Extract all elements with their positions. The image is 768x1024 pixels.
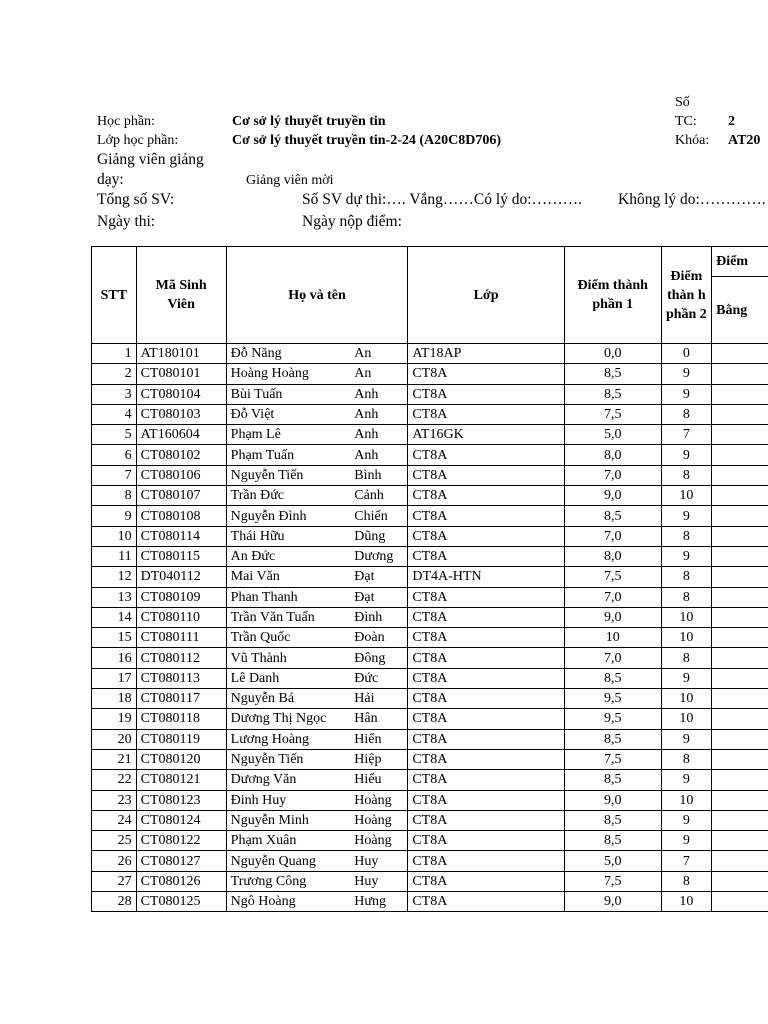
- cell-diem-thanh-phan-1: 9,0: [564, 486, 661, 506]
- cell-ma-sinh-vien: CT080118: [136, 709, 226, 729]
- so-tc-value: 2: [728, 114, 735, 129]
- cell-lop: CT8A: [408, 404, 565, 424]
- cell-diem-thanh-phan-1: 8,5: [564, 668, 661, 688]
- table-row: [92, 770, 768, 790]
- table-row: [92, 892, 768, 912]
- cell-lop: AT18AP: [408, 344, 565, 364]
- cell-ho-dem: Nguyễn Tiến: [226, 749, 350, 769]
- cell-ten: Đạt: [350, 567, 408, 587]
- cell-ma-sinh-vien: CT080102: [136, 445, 226, 465]
- cell-ma-sinh-vien: AT160604: [136, 425, 226, 445]
- cell-lop: CT8A: [408, 770, 565, 790]
- cell-bang: [712, 465, 768, 485]
- cell-ho-dem: Đỗ Việt: [226, 404, 350, 424]
- cell-ma-sinh-vien: CT080112: [136, 648, 226, 668]
- cell-stt: 19: [92, 709, 137, 729]
- cell-ten: Hân: [350, 709, 408, 729]
- cell-ho-dem: Trương Công: [226, 871, 350, 891]
- cell-stt: 13: [92, 587, 137, 607]
- cell-stt: 10: [92, 526, 137, 546]
- giang-vien-value: Giảng viên mời: [246, 173, 334, 188]
- header-bang: Bằng: [712, 277, 768, 344]
- table-row: [92, 526, 768, 546]
- tong-so-sv-label: Tổng số SV:: [97, 191, 175, 208]
- cell-stt: 26: [92, 851, 137, 871]
- cell-bang: [712, 871, 768, 891]
- table-row: [92, 871, 768, 891]
- so-tc-label-1: Số: [675, 95, 690, 110]
- cell-ho-dem: Phạm Tuấn: [226, 445, 350, 465]
- cell-ma-sinh-vien: CT080120: [136, 749, 226, 769]
- cell-ten: Hoàng: [350, 790, 408, 810]
- cell-diem-thanh-phan-1: 7,0: [564, 587, 661, 607]
- table-row: [92, 749, 768, 769]
- cell-lop: CT8A: [408, 871, 565, 891]
- cell-ho-dem: Thái Hữu: [226, 526, 350, 546]
- table-row: [92, 587, 768, 607]
- cell-diem-thanh-phan-1: 8,5: [564, 364, 661, 384]
- khong-ly-do: Không lý do:………….: [618, 191, 766, 208]
- cell-bang: [712, 749, 768, 769]
- cell-bang: [712, 344, 768, 364]
- cell-bang: [712, 587, 768, 607]
- so-tc-label-2: TC:: [675, 114, 697, 129]
- cell-ma-sinh-vien: CT080119: [136, 729, 226, 749]
- table-row: [92, 567, 768, 587]
- hoc-phan-label: Học phần:: [97, 114, 155, 129]
- cell-bang: [712, 607, 768, 627]
- cell-stt: 18: [92, 689, 137, 709]
- cell-ho-dem: Lương Hoàng: [226, 729, 350, 749]
- cell-diem-thanh-phan-2: 10: [661, 689, 712, 709]
- cell-diem-thanh-phan-2: 8: [661, 404, 712, 424]
- cell-stt: 17: [92, 668, 137, 688]
- cell-ten: Cảnh: [350, 486, 408, 506]
- cell-lop: CT8A: [408, 709, 565, 729]
- table-row: [92, 445, 768, 465]
- cell-stt: 28: [92, 892, 137, 912]
- cell-ho-dem: Hoàng Hoàng: [226, 364, 350, 384]
- cell-ma-sinh-vien: CT080125: [136, 892, 226, 912]
- cell-lop: CT8A: [408, 364, 565, 384]
- cell-ho-dem: Phạm Lê: [226, 425, 350, 445]
- cell-bang: [712, 892, 768, 912]
- cell-stt: 11: [92, 546, 137, 566]
- cell-ho-dem: Trần Văn Tuấn: [226, 607, 350, 627]
- cell-diem-thanh-phan-1: 8,5: [564, 831, 661, 851]
- cell-diem-thanh-phan-1: 8,5: [564, 810, 661, 830]
- cell-lop: CT8A: [408, 526, 565, 546]
- cell-diem-thanh-phan-1: 7,5: [564, 404, 661, 424]
- cell-ten: Huy: [350, 851, 408, 871]
- cell-lop: CT8A: [408, 506, 565, 526]
- table-row: [92, 607, 768, 627]
- cell-diem-thanh-phan-1: 9,5: [564, 689, 661, 709]
- table-row: [92, 790, 768, 810]
- cell-stt: 9: [92, 506, 137, 526]
- cell-lop: CT8A: [408, 607, 565, 627]
- so-sv-du-thi: Số SV dự thi:…. Vắng……Có lý do:……….: [302, 191, 582, 208]
- cell-ten: Anh: [350, 445, 408, 465]
- cell-lop: CT8A: [408, 648, 565, 668]
- cell-ho-dem: Nguyễn Bá: [226, 689, 350, 709]
- cell-ho-dem: Đinh Huy: [226, 790, 350, 810]
- cell-ma-sinh-vien: CT080117: [136, 689, 226, 709]
- header-stt: STT: [92, 247, 137, 344]
- cell-bang: [712, 567, 768, 587]
- header-ma-sinh-vien: Mã Sinh Viên: [136, 247, 226, 344]
- cell-diem-thanh-phan-1: 7,0: [564, 648, 661, 668]
- cell-ten: Dương: [350, 546, 408, 566]
- cell-diem-thanh-phan-2: 10: [661, 892, 712, 912]
- cell-stt: 20: [92, 729, 137, 749]
- cell-ma-sinh-vien: DT040112: [136, 567, 226, 587]
- cell-bang: [712, 384, 768, 404]
- cell-ma-sinh-vien: CT080101: [136, 364, 226, 384]
- cell-ma-sinh-vien: CT080104: [136, 384, 226, 404]
- table-row: [92, 831, 768, 851]
- header-diem-thanh-phan-2: Điểm thàn h phần 2: [661, 247, 712, 344]
- cell-ma-sinh-vien: CT080111: [136, 628, 226, 648]
- grade-table: [91, 246, 768, 912]
- cell-lop: CT8A: [408, 628, 565, 648]
- cell-bang: [712, 506, 768, 526]
- cell-diem-thanh-phan-1: 8,0: [564, 445, 661, 465]
- cell-ho-dem: Đỗ Năng: [226, 344, 350, 364]
- cell-diem-thanh-phan-2: 8: [661, 587, 712, 607]
- cell-ma-sinh-vien: CT080124: [136, 810, 226, 830]
- cell-bang: [712, 648, 768, 668]
- cell-ho-dem: Bùi Tuấn: [226, 384, 350, 404]
- lop-hoc-phan-value: Cơ sở lý thuyết truyền tin-2-24 (A20C8D706): [232, 133, 502, 148]
- cell-diem-thanh-phan-1: 8,5: [564, 384, 661, 404]
- cell-ho-dem: Dương Thị Ngọc: [226, 709, 350, 729]
- cell-ten: Đức: [350, 668, 408, 688]
- cell-ma-sinh-vien: CT080103: [136, 404, 226, 424]
- cell-stt: 3: [92, 384, 137, 404]
- table-row: [92, 506, 768, 526]
- cell-diem-thanh-phan-2: 9: [661, 770, 712, 790]
- cell-diem-thanh-phan-2: 7: [661, 851, 712, 871]
- cell-stt: 21: [92, 749, 137, 769]
- cell-diem-thanh-phan-2: 9: [661, 810, 712, 830]
- cell-diem-thanh-phan-1: 7,5: [564, 749, 661, 769]
- table-row: [92, 689, 768, 709]
- cell-lop: CT8A: [408, 587, 565, 607]
- cell-ten: Bình: [350, 465, 408, 485]
- cell-stt: 1: [92, 344, 137, 364]
- giang-vien-label-1: Giảng viên giảng: [97, 151, 204, 168]
- cell-diem-thanh-phan-2: 9: [661, 364, 712, 384]
- cell-ma-sinh-vien: CT080123: [136, 790, 226, 810]
- cell-stt: 2: [92, 364, 137, 384]
- cell-diem-thanh-phan-2: 9: [661, 445, 712, 465]
- header-diem-thanh-phan-1: Điểm thành phần 1: [564, 247, 661, 344]
- lop-hoc-phan-label: Lớp học phần:: [97, 133, 179, 148]
- ngay-nop-diem-label: Ngày nộp điểm:: [302, 213, 402, 230]
- cell-bang: [712, 364, 768, 384]
- table-row: [92, 546, 768, 566]
- cell-diem-thanh-phan-1: 5,0: [564, 425, 661, 445]
- cell-diem-thanh-phan-2: 10: [661, 790, 712, 810]
- cell-diem-thanh-phan-1: 8,0: [564, 546, 661, 566]
- header-lop: Lớp: [408, 247, 565, 344]
- cell-stt: 22: [92, 770, 137, 790]
- table-row: [92, 668, 768, 688]
- cell-ho-dem: Nguyễn Minh: [226, 810, 350, 830]
- cell-ten: Chiến: [350, 506, 408, 526]
- cell-stt: 5: [92, 425, 137, 445]
- cell-lop: CT8A: [408, 790, 565, 810]
- cell-stt: 12: [92, 567, 137, 587]
- cell-ho-dem: Dương Văn: [226, 770, 350, 790]
- cell-lop: AT16GK: [408, 425, 565, 445]
- cell-diem-thanh-phan-1: 0,0: [564, 344, 661, 364]
- cell-lop: CT8A: [408, 851, 565, 871]
- cell-bang: [712, 486, 768, 506]
- cell-diem-thanh-phan-1: 8,5: [564, 729, 661, 749]
- khoa-value: AT20: [728, 133, 761, 148]
- cell-lop: CT8A: [408, 486, 565, 506]
- cell-ten: Đình: [350, 607, 408, 627]
- cell-diem-thanh-phan-1: 7,0: [564, 465, 661, 485]
- cell-ma-sinh-vien: AT180101: [136, 344, 226, 364]
- table-row: [92, 425, 768, 445]
- cell-diem-thanh-phan-2: 10: [661, 628, 712, 648]
- cell-ma-sinh-vien: CT080121: [136, 770, 226, 790]
- cell-diem-thanh-phan-1: 7,0: [564, 526, 661, 546]
- cell-ho-dem: Trần Quốc: [226, 628, 350, 648]
- cell-ten: Hải: [350, 689, 408, 709]
- cell-stt: 7: [92, 465, 137, 485]
- cell-ten: Dũng: [350, 526, 408, 546]
- cell-diem-thanh-phan-1: 8,5: [564, 506, 661, 526]
- cell-ma-sinh-vien: CT080106: [136, 465, 226, 485]
- cell-lop: CT8A: [408, 668, 565, 688]
- cell-stt: 6: [92, 445, 137, 465]
- cell-stt: 16: [92, 648, 137, 668]
- cell-ho-dem: Nguyễn Quang: [226, 851, 350, 871]
- cell-lop: CT8A: [408, 384, 565, 404]
- cell-ho-dem: Phan Thanh: [226, 587, 350, 607]
- cell-lop: CT8A: [408, 445, 565, 465]
- giang-vien-label-2: dạy:: [97, 171, 124, 188]
- cell-ten: Hiển: [350, 729, 408, 749]
- cell-stt: 8: [92, 486, 137, 506]
- cell-ten: Hiệp: [350, 749, 408, 769]
- cell-ho-dem: Lê Danh: [226, 668, 350, 688]
- cell-ma-sinh-vien: CT080127: [136, 851, 226, 871]
- table-row: [92, 364, 768, 384]
- cell-stt: 25: [92, 831, 137, 851]
- cell-bang: [712, 810, 768, 830]
- cell-bang: [712, 851, 768, 871]
- table-row: [92, 709, 768, 729]
- cell-diem-thanh-phan-1: 9,0: [564, 892, 661, 912]
- cell-bang: [712, 668, 768, 688]
- cell-diem-thanh-phan-1: 8,5: [564, 770, 661, 790]
- cell-diem-thanh-phan-1: 9,0: [564, 790, 661, 810]
- table-row: [92, 384, 768, 404]
- cell-ma-sinh-vien: CT080109: [136, 587, 226, 607]
- table-row: [92, 344, 768, 364]
- cell-bang: [712, 404, 768, 424]
- cell-ten: Anh: [350, 384, 408, 404]
- cell-bang: [712, 689, 768, 709]
- cell-stt: 27: [92, 871, 137, 891]
- cell-diem-thanh-phan-2: 10: [661, 486, 712, 506]
- cell-diem-thanh-phan-2: 9: [661, 384, 712, 404]
- cell-diem-thanh-phan-2: 8: [661, 526, 712, 546]
- cell-bang: [712, 425, 768, 445]
- cell-bang: [712, 709, 768, 729]
- cell-ho-dem: Ngô Hoàng: [226, 892, 350, 912]
- table-row: [92, 851, 768, 871]
- cell-ten: Hưng: [350, 892, 408, 912]
- cell-bang: [712, 526, 768, 546]
- cell-bang: [712, 628, 768, 648]
- table-row: [92, 648, 768, 668]
- cell-diem-thanh-phan-2: 9: [661, 729, 712, 749]
- cell-ma-sinh-vien: CT080113: [136, 668, 226, 688]
- cell-diem-thanh-phan-1: 5,0: [564, 851, 661, 871]
- cell-ten: Huy: [350, 871, 408, 891]
- cell-ho-dem: Mai Văn: [226, 567, 350, 587]
- cell-diem-thanh-phan-2: 8: [661, 465, 712, 485]
- cell-ma-sinh-vien: CT080122: [136, 831, 226, 851]
- cell-lop: CT8A: [408, 729, 565, 749]
- cell-lop: CT8A: [408, 810, 565, 830]
- cell-diem-thanh-phan-2: 9: [661, 546, 712, 566]
- cell-ten: Hiếu: [350, 770, 408, 790]
- cell-diem-thanh-phan-2: 9: [661, 668, 712, 688]
- cell-ten: Hoàng: [350, 810, 408, 830]
- cell-ho-dem: An Đức: [226, 546, 350, 566]
- cell-ten: Đông: [350, 648, 408, 668]
- cell-ma-sinh-vien: CT080110: [136, 607, 226, 627]
- table-row: [92, 404, 768, 424]
- cell-bang: [712, 546, 768, 566]
- cell-bang: [712, 445, 768, 465]
- cell-lop: CT8A: [408, 749, 565, 769]
- cell-stt: 15: [92, 628, 137, 648]
- cell-diem-thanh-phan-1: 7,5: [564, 871, 661, 891]
- cell-diem-thanh-phan-2: 0: [661, 344, 712, 364]
- table-row: [92, 810, 768, 830]
- cell-stt: 24: [92, 810, 137, 830]
- cell-diem-thanh-phan-1: 7,5: [564, 567, 661, 587]
- ngay-thi-label: Ngày thi:: [97, 213, 156, 230]
- table-row: [92, 729, 768, 749]
- cell-diem-thanh-phan-2: 7: [661, 425, 712, 445]
- cell-diem-thanh-phan-2: 10: [661, 607, 712, 627]
- table-row: [92, 628, 768, 648]
- cell-ten: Hoàng: [350, 831, 408, 851]
- cell-ten: An: [350, 344, 408, 364]
- cell-lop: DT4A-HTN: [408, 567, 565, 587]
- cell-diem-thanh-phan-2: 9: [661, 831, 712, 851]
- cell-ten: Anh: [350, 425, 408, 445]
- header-ho-va-ten: Họ và tên: [226, 247, 408, 344]
- cell-ten: An: [350, 364, 408, 384]
- table-row: [92, 465, 768, 485]
- cell-bang: [712, 790, 768, 810]
- cell-ma-sinh-vien: CT080126: [136, 871, 226, 891]
- cell-diem-thanh-phan-2: 10: [661, 709, 712, 729]
- cell-lop: CT8A: [408, 465, 565, 485]
- cell-lop: CT8A: [408, 892, 565, 912]
- header-diem-group: Điểm: [712, 247, 768, 277]
- cell-lop: CT8A: [408, 831, 565, 851]
- cell-diem-thanh-phan-2: 8: [661, 749, 712, 769]
- cell-bang: [712, 770, 768, 790]
- cell-stt: 4: [92, 404, 137, 424]
- cell-ho-dem: Nguyễn Tiến: [226, 465, 350, 485]
- cell-ma-sinh-vien: CT080107: [136, 486, 226, 506]
- cell-ho-dem: Trần Đức: [226, 486, 350, 506]
- cell-lop: CT8A: [408, 546, 565, 566]
- cell-lop: CT8A: [408, 689, 565, 709]
- cell-ho-dem: Nguyễn Đình: [226, 506, 350, 526]
- cell-bang: [712, 729, 768, 749]
- cell-ma-sinh-vien: CT080114: [136, 526, 226, 546]
- cell-stt: 23: [92, 790, 137, 810]
- cell-ma-sinh-vien: CT080108: [136, 506, 226, 526]
- cell-ten: Đạt: [350, 587, 408, 607]
- cell-diem-thanh-phan-2: 8: [661, 871, 712, 891]
- cell-ten: Đoàn: [350, 628, 408, 648]
- cell-stt: 14: [92, 607, 137, 627]
- cell-diem-thanh-phan-1: 9,5: [564, 709, 661, 729]
- cell-ho-dem: Vũ Thành: [226, 648, 350, 668]
- table-row: [92, 486, 768, 506]
- cell-diem-thanh-phan-1: 10: [564, 628, 661, 648]
- cell-diem-thanh-phan-2: 8: [661, 567, 712, 587]
- cell-diem-thanh-phan-1: 9,0: [564, 607, 661, 627]
- hoc-phan-value: Cơ sở lý thuyết truyền tin: [232, 114, 386, 129]
- cell-ten: Anh: [350, 404, 408, 424]
- cell-bang: [712, 831, 768, 851]
- cell-ho-dem: Phạm Xuân: [226, 831, 350, 851]
- cell-diem-thanh-phan-2: 9: [661, 506, 712, 526]
- cell-diem-thanh-phan-2: 8: [661, 648, 712, 668]
- cell-ma-sinh-vien: CT080115: [136, 546, 226, 566]
- khoa-label: Khóa:: [675, 133, 710, 148]
